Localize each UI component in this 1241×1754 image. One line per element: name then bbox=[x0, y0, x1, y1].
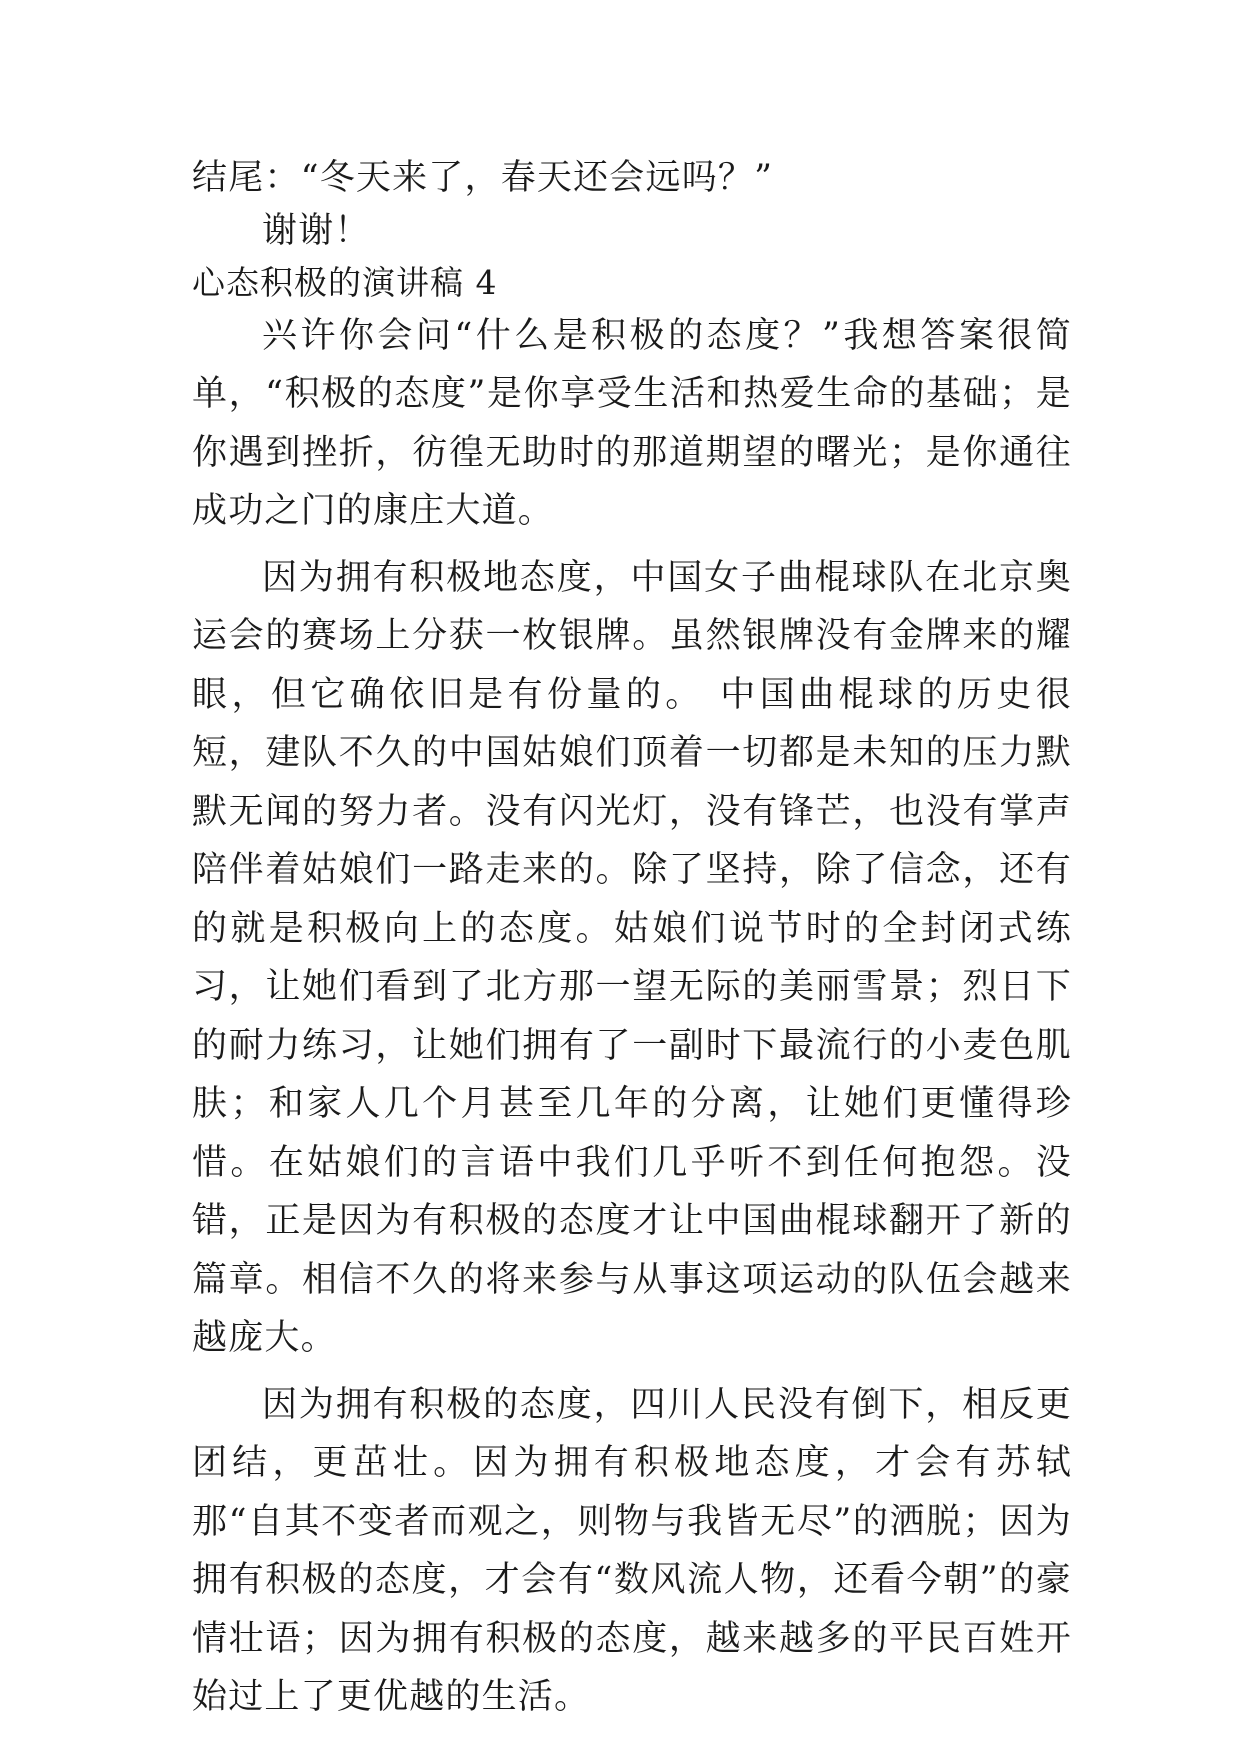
closing-line: 结尾：“冬天来了，春天还会远吗？” bbox=[192, 158, 774, 198]
section-heading: 心态积极的演讲稿 4 bbox=[192, 263, 498, 302]
paragraph-sichuan: 因为拥有积极的态度，四川人民没有倒下，相反更团结，更茁壮。因为拥有积极地态度，才会有苏轼那“自其不变者而观之，则物与我皆无尽”的洒脱；因为拥有积极的态度，才会有“数风流人物，还看今朝”的豪情壮语；因为拥有积极的态度，越来越多的平民百姓开始过上了更优越的生活。 bbox=[192, 1384, 1072, 1717]
thanks-line: 谢谢！ bbox=[262, 210, 371, 251]
document-body bbox=[192, 149, 1072, 1727]
paragraph-hockey: 因为拥有积极地态度，中国女子曲棍球队在北京奥运会的赛场上分获一枚银牌。虽然银牌没有金牌来的耀眼，但它确依旧是有份量的。 中国曲棍球的历史很短，建队不久的中国姑娘们顶着一切都是未知的压力默默无闻的努力者。没有闪光灯，没有锋芒，也没有掌声陪伴着姑娘们一路走来的。除了坚持，除了信念，还有的就是积极向上的态度。姑娘们说节时的全封闭式练习，让她们看到了北方那一望无际的美丽雪景；烈日下的耐力练习，让她们拥有了一副时下最流行的小麦色肌肤；和家人几个月甚至几年的分离，让她们更懂得珍惜。在姑娘们的言语中我们几乎听不到任何抱怨。没错，正是因为有积极的态度才让中国曲棍球翻开了新的篇章。相信不久的将来参与从事这项运动的队伍会越来越庞大。 bbox=[192, 557, 1072, 1358]
paragraph-intro: 兴许你会问“什么是积极的态度？”我想答案很简单，“积极的态度”是你享受生活和热爱生命的基础；是你遇到挫折，彷徨无助时的那道期望的曙光；是你通往成功之门的康庄大道。 bbox=[192, 315, 1072, 531]
